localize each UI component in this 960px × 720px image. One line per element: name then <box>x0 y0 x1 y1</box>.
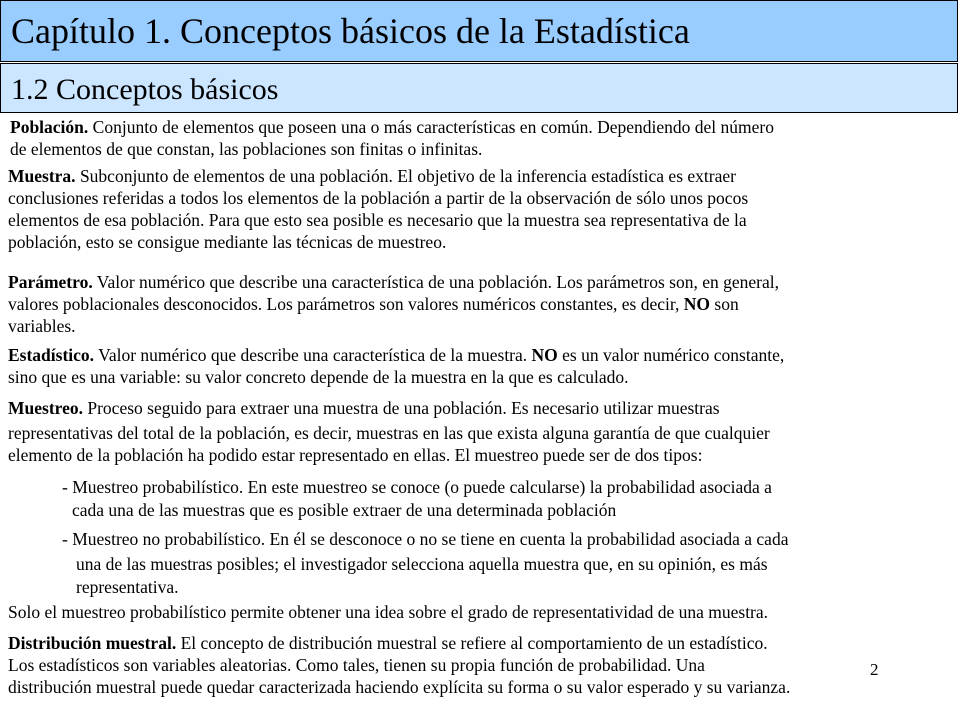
distribucion-line-3: distribución muestral puede quedar caracterizada haciendo explícita su forma o su valor esperado y su varianza. <box>8 677 791 697</box>
muestreo-type-2-line-2: una de las muestras posibles; el investigador selecciona aquella muestra que, en su opinión, es más <box>76 554 768 574</box>
parametro-line-3: variables. <box>8 316 76 336</box>
muestra-line-3: elementos de esa población. Para que esto sea posible es necesario que la muestra sea representativa de la <box>8 210 747 230</box>
parametro-emphasis: NO <box>683 294 711 314</box>
estadistico-line-1b: es un valor numérico constante, <box>557 345 785 365</box>
muestreo-type-2-line-1: - Muestreo no probabilístico. En él se desconoce o no se tiene en cuenta la probabilidad asociada a cada <box>62 529 789 549</box>
parametro-line-2: valores poblacionales desconocidos. Los parámetros son valores numéricos constantes, es decir, <box>8 294 684 314</box>
estadistico-emphasis: NO <box>531 345 558 365</box>
term-estadistico: Estadístico. <box>8 345 95 365</box>
page-number: 2 <box>870 660 879 679</box>
section-title: 1.2 Conceptos básicos <box>11 73 279 106</box>
muestra-line-1: Subconjunto de elementos de una población. El objetivo de la inferencia estadística es extraer <box>75 166 736 186</box>
muestra-line-2: conclusiones referidas a todos los elementos de la población a partir de la observación de sólo unos pocos <box>8 188 749 208</box>
muestreo-conclusion: Solo el muestreo probabilístico permite obtener una idea sobre el grado de representatividad de una muestra. <box>8 602 769 622</box>
parametro-line-2-tail: son <box>710 294 739 314</box>
section-title-banner <box>0 63 958 113</box>
term-distribucion: Distribución muestral. <box>8 633 177 653</box>
muestreo-type-1-line-2: cada una de las muestras que es posible extraer de una determinada población <box>72 500 617 520</box>
chapter-title: Capítulo 1. Conceptos básicos de la Estadística <box>11 11 690 51</box>
muestreo-line-1: Proceso seguido para extraer una muestra de una población. Es necesario utilizar muestras <box>83 398 720 418</box>
definition-muestreo <box>8 397 956 466</box>
muestreo-line-2: representativas del total de la población, es decir, muestras en las que exista alguna garantía de que cualquier <box>8 423 770 443</box>
estadistico-line-1a: Valor numérico que describe una característica de la muestra. <box>94 345 532 365</box>
muestreo-type-2-line-3: representativa. <box>76 577 179 597</box>
poblacion-line-1: Conjunto de elementos que poseen una o más características en común. Dependiendo del número <box>88 117 774 137</box>
definition-muestra <box>8 165 956 253</box>
term-muestra: Muestra. <box>8 166 76 186</box>
muestreo-line-3: elemento de la población ha podido estar representado en ellas. El muestreo puede ser de dos tipos: <box>8 445 703 465</box>
muestra-line-4: población, esto se consigue mediante las técnicas de muestreo. <box>8 232 447 252</box>
chapter-title-banner <box>0 0 958 62</box>
muestreo-type-1-line-1: - Muestreo probabilístico. En este muestreo se conoce (o puede calcularse) la probabilidad asociada a <box>62 477 772 497</box>
parametro-line-1: Valor numérico que describe una característica de una población. Los parámetros son, en general, <box>92 272 779 292</box>
term-poblacion: Población. <box>10 117 89 137</box>
poblacion-line-2: de elementos de que constan, las poblaciones son finitas o infinitas. <box>10 139 483 159</box>
term-parametro: Parámetro. <box>8 272 93 292</box>
distribucion-line-2: Los estadísticos son variables aleatorias. Como tales, tienen su propia función de probabilidad. Una <box>8 655 705 675</box>
estadistico-line-2: sino que es una variable: su valor concreto depende de la muestra en la que es calculado. <box>8 367 629 387</box>
definition-parametro <box>8 271 956 337</box>
definition-estadistico <box>8 344 956 388</box>
definition-distribucion <box>8 632 956 698</box>
term-muestreo: Muestreo. <box>8 398 83 418</box>
distribucion-line-1: El concepto de distribución muestral se refiere al comportamiento de un estadístico. <box>176 633 768 653</box>
definition-poblacion <box>10 116 958 160</box>
